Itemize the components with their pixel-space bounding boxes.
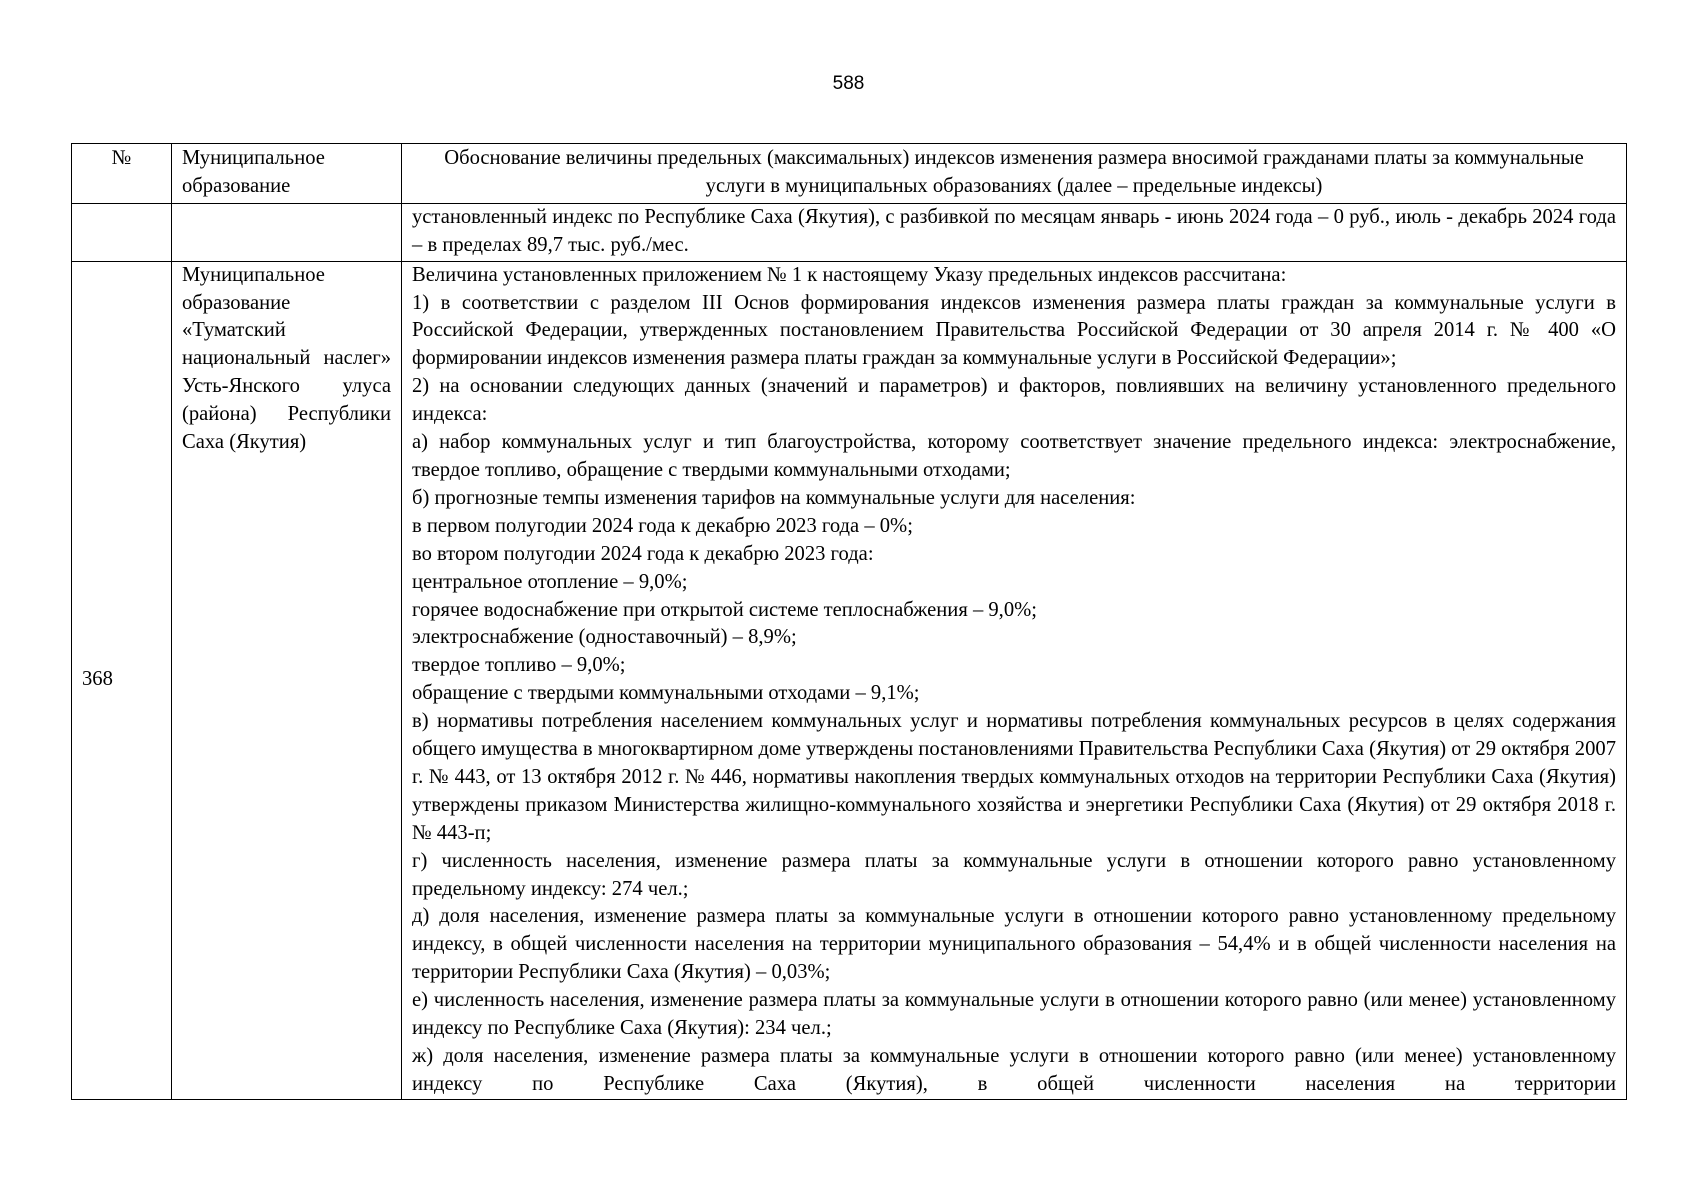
basis-paragraph: д) доля населения, изменение размера платы за коммунальные услуги в отношении которого равно установленному предельному индексу, в общей численности населения на территории муниципального образования – 54,4% и в общей численности населения на территории Республики Саха (Якутия) – 0,03%; (412, 905, 1616, 984)
basis-paragraph: ж) доля населения, изменение размера платы за коммунальные услуги в отношении которого равно (или менее) установленному индексу по Республике Саха (Якутия), в общей численности населения на территории (412, 1045, 1616, 1095)
basis-paragraph: е) численность населения, изменение размера платы за коммунальные услуги в отношении которого равно (или менее) установленному индексу по Республике Саха (Якутия): 234 чел.; (412, 989, 1616, 1040)
table-header-row (72, 144, 1627, 204)
basis-paragraph: г) численность населения, изменение размера платы за коммунальные услуги в отношении которого равно установленному предельному индексу: 274 чел.; (412, 849, 1616, 900)
header-number: № (72, 144, 172, 204)
continuation-number-cell (72, 203, 172, 261)
basis-paragraph: горячее водоснабжение при открытой системе теплоснабжения – 9,0%; (412, 598, 1038, 621)
basis-paragraph: в первом полугодии 2024 года к декабрю 2023 года – 0%; (412, 514, 913, 537)
basis-paragraph: центральное отопление – 9,0%; (412, 570, 688, 593)
row-number: 368 (72, 261, 172, 1099)
header-basis: Обоснование величины предельных (максимальных) индексов изменения размера вносимой гражданами платы за коммунальные услуги в муниципальных образованиях (далее – предельные индексы) (402, 144, 1627, 204)
row-basis (402, 261, 1627, 1099)
table-row-368 (72, 261, 1627, 1099)
basis-paragraph: обращение с твердыми коммунальными отходами – 9,1%; (412, 682, 920, 705)
basis-paragraph: в) нормативы потребления населением коммунальных услуг и нормативы потребления коммунальных ресурсов в целях содержания общего имущества в многоквартирном доме утверждены постановлениями Правительства Республики Саха (Якутия) от 29 октября 2007 г. № 443, от 13 октября 2012 г. № 446, нормативы накопления твердых коммунальных отходов на территории Республики Саха (Якутия) утверждены приказом Министерства жилищно-коммунального хозяйства и энергетики Республики Саха (Якутия) от 29 октября 2018 г. № 443-п; (412, 710, 1616, 844)
table-row-continuation (72, 203, 1627, 261)
basis-paragraph: электроснабжение (одноставочный) – 8,9%; (412, 626, 797, 649)
indices-table (71, 143, 1627, 1100)
basis-paragraph: 1) в соответствии с разделом III Основ формирования индексов изменения размера платы граждан за коммунальные услуги в Российской Федерации, утвержденных постановлением Правительства Российской Федерации от 30 апреля 2014 г. № 400 «О формировании индексов изменения размера платы граждан за коммунальные услуги в Российской Федерации»; (412, 291, 1616, 370)
page-number: 588 (832, 73, 865, 94)
basis-paragraph: б) прогнозные темпы изменения тарифов на коммунальные услуги для населения: (412, 486, 1136, 509)
header-municipality: Муниципальное образование (172, 144, 402, 204)
basis-paragraph: а) набор коммунальных услуг и тип благоустройства, которому соответствует значение предельного индекса: электроснабжение, твердое топливо, обращение с твердыми коммунальными отходами; (412, 431, 1616, 481)
continuation-municipality-cell (172, 203, 402, 261)
basis-paragraph: 2) на основании следующих данных (значений и параметров) и факторов, повлиявших на величину установленного предельного индекса: (412, 375, 1616, 426)
basis-paragraph: во втором полугодии 2024 года к декабрю 2023 года: (412, 542, 874, 565)
continuation-text: установленный индекс по Республике Саха (Якутия), с разбивкой по месяцам январь - июнь 2024 года – 0 руб., июль - декабрь 2024 года – в пределах 89,7 тыс. руб./мес. (402, 203, 1627, 261)
basis-paragraph: Величина установленных приложением № 1 к настоящему Указу предельных индексов рассчитана: (412, 263, 1287, 286)
basis-paragraph: твердое топливо – 9,0%; (412, 654, 626, 677)
row-municipality: Муниципальное образование «Туматский национальный наслег» Усть-Янского улуса (района) Республики Саха (Якутия) (172, 261, 402, 1099)
